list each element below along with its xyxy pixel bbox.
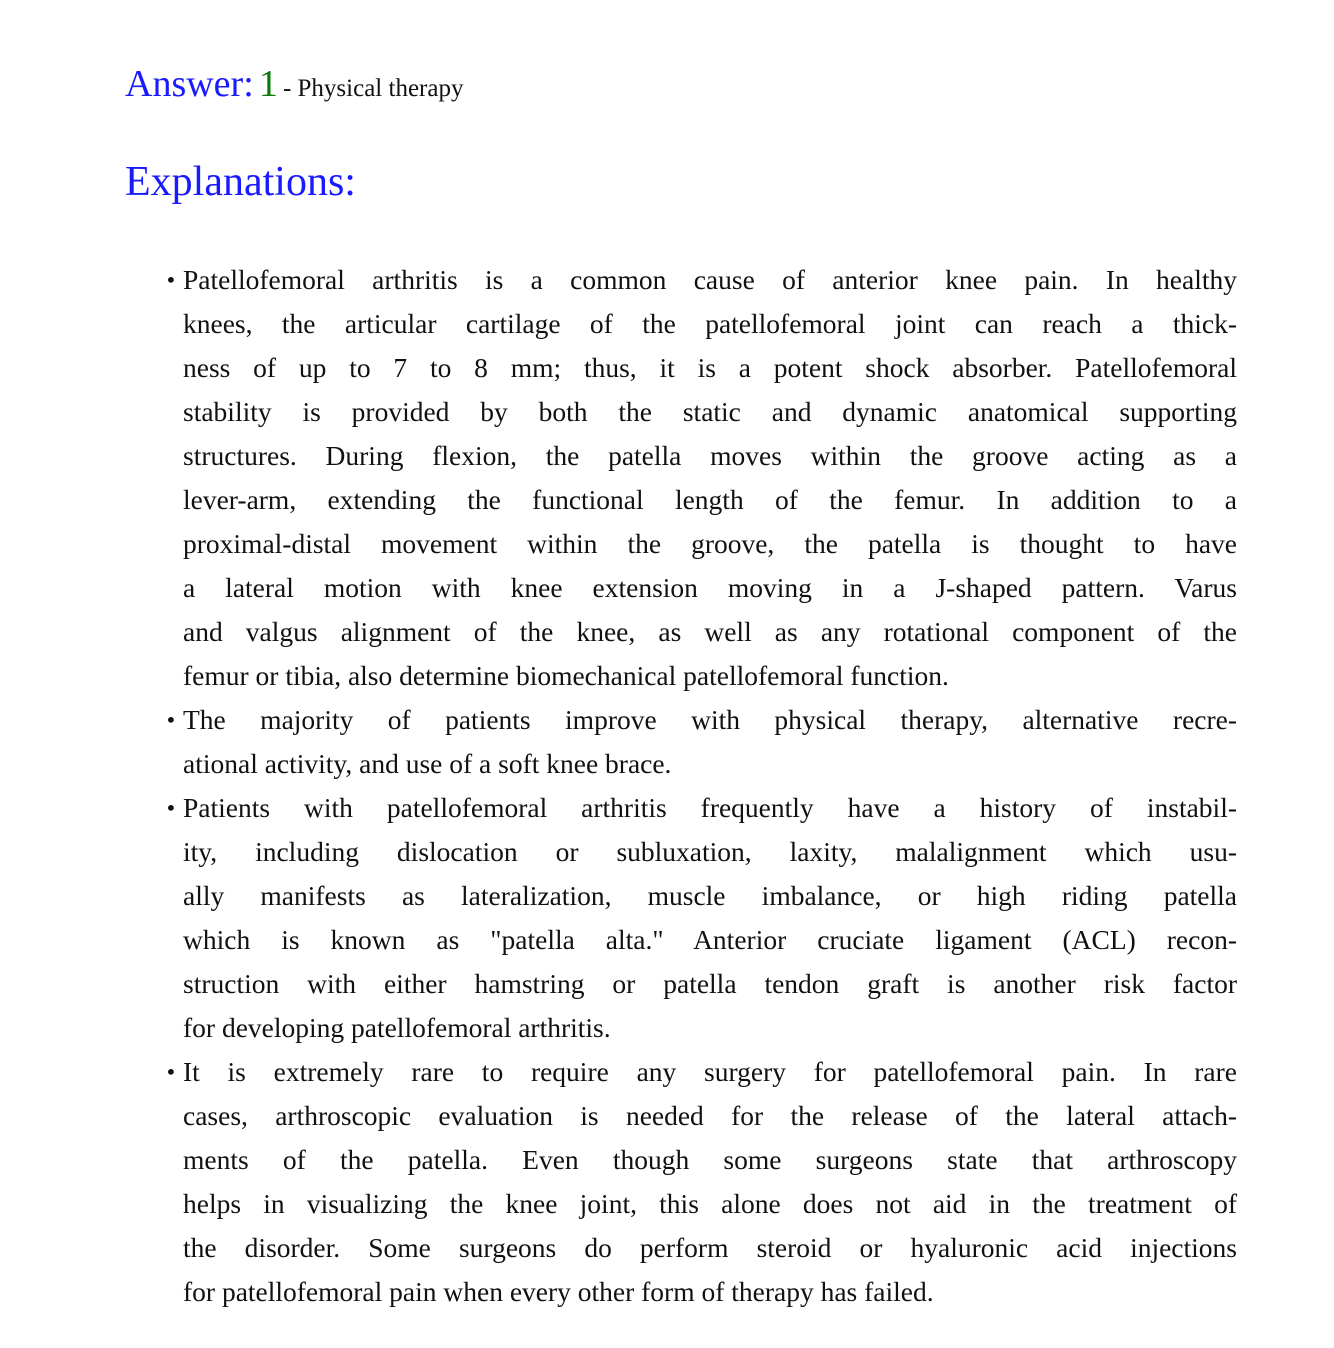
text-line: ity, including dislocation or subluxation, laxity, malalignment which usu- [183, 836, 1237, 867]
text-line: and valgus alignment of the knee, as well as any rotational component of the [183, 616, 1237, 647]
text-line: which is known as "patella alta." Anterior cruciate ligament (ACL) recon- [183, 924, 1237, 955]
text-line: ational activity, and use of a soft knee brace. [183, 748, 672, 779]
text-line: proximal-distal movement within the groove, the patella is thought to have [183, 528, 1237, 559]
answer-label: Answer: [125, 63, 254, 105]
text-line: Patellofemoral arthritis is a common cause of anterior knee pain. In healthy [183, 264, 1237, 295]
text-line: helps in visualizing the knee joint, this alone does not aid in the treatment of [183, 1188, 1237, 1219]
text-line: ally manifests as lateralization, muscle imbalance, or high riding patella [183, 880, 1237, 911]
bullet-icon: • [165, 708, 177, 732]
explanations-heading: Explanations: [125, 159, 356, 205]
explanation-list [165, 258, 1237, 1314]
text-line: femur or tibia, also determine biomechanical patellofemoral function. [183, 660, 949, 691]
text-line: the disorder. Some surgeons do perform steroid or hyaluronic acid injections [183, 1232, 1237, 1263]
text-line: Patients with patellofemoral arthritis frequently have a history of instabil- [183, 792, 1237, 823]
text-line: The majority of patients improve with physical therapy, alternative recre- [183, 704, 1237, 735]
list-item [165, 1050, 1237, 1314]
text-line: for patellofemoral pain when every other form of therapy has failed. [183, 1276, 934, 1307]
text-line: It is extremely rare to require any surgery for patellofemoral pain. In rare [183, 1056, 1237, 1087]
list-item [165, 698, 1237, 786]
text-line: knees, the articular cartilage of the patellofemoral joint can reach a thick- [183, 308, 1237, 339]
answer-text: - Physical therapy [282, 75, 464, 102]
answer-line [125, 62, 463, 106]
text-line: cases, arthroscopic evaluation is needed for the release of the lateral attach- [183, 1100, 1237, 1131]
list-item [165, 786, 1237, 1050]
list-item [165, 258, 1237, 698]
text-line: struction with either hamstring or patella tendon graft is another risk factor [183, 968, 1237, 999]
text-line: a lateral motion with knee extension moving in a J-shaped pattern. Varus [183, 572, 1237, 603]
text-line: structures. During flexion, the patella moves within the groove acting as a [183, 440, 1237, 471]
bullet-icon: • [165, 1060, 177, 1084]
text-line: lever-arm, extending the functional length of the femur. In addition to a [183, 484, 1237, 515]
bullet-icon: • [165, 796, 177, 820]
answer-number: 1 [258, 63, 278, 105]
text-line: stability is provided by both the static and dynamic anatomical supporting [183, 396, 1237, 427]
text-line: ness of up to 7 to 8 mm; thus, it is a potent shock absorber. Patellofemoral [183, 352, 1237, 383]
text-line: ments of the patella. Even though some surgeons state that arthroscopy [183, 1144, 1237, 1175]
text-line: for developing patellofemoral arthritis. [183, 1012, 611, 1043]
bullet-icon: • [165, 268, 177, 292]
